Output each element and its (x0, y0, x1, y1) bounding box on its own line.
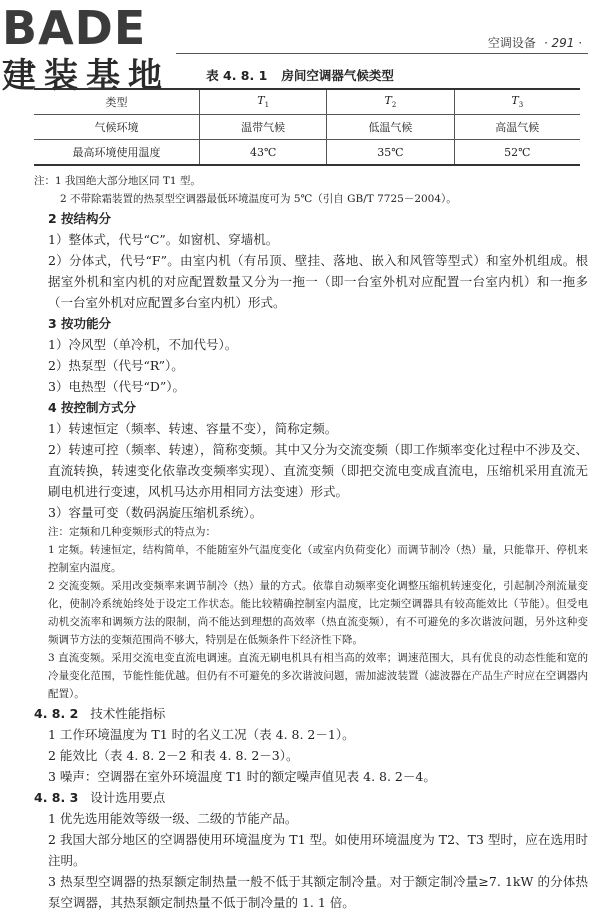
control-item: 2）转速可控（频率、转速），简称变频。其中又分为交流变频（即工作频率变化过程中不涉及交、直流转换，转速变化依靠改变频率实现）、直流变频（即把交流电变成直流电，压缩机采用直流无刷电机进行变速，风机马达亦用相同方法变速）形式。 (48, 442, 588, 499)
table-cell: 43℃ (200, 140, 327, 166)
section-number: 4. 8. 3 (34, 790, 79, 805)
logo-wordmark: BADE (2, 1, 147, 55)
table-number: 表 4. 8. 1 (206, 68, 268, 83)
section-item: 2 我国大部分地区的空调器使用环境温度为 T1 型。如使用环境温度为 T2、T3 型时，应在选用时注明。 (48, 832, 588, 868)
function-item: 1）冷风型（单冷机，不加代号）。 (48, 337, 238, 352)
header-section: 空调设备 (487, 36, 536, 50)
logo-subtitle: 建装基地 (2, 56, 170, 96)
section-item: 3 热泵型空调器的热泵额定制热量一般不低于其额定制冷量。对于额定制冷量≥7. 1kW 的分体热泵空调器，其热泵额定制热量不低于制冷量的 1. 1 倍。 (48, 874, 588, 910)
note-item: 3 直流变频。采用交流电变直流电调速。直流无刷电机具有相当高的效率；调速范围大，具有优良的动态性能和宽的冷量变化范围，节能性能优越。但仍有不可避免的多次谐波问题，需加滤波装置（滤波器在产品生产时应在空调器内配置）。 (48, 652, 588, 700)
note-item: 1 我国绝大部分地区同 T1 型。 (55, 175, 201, 187)
table-cell: 高温气候 (454, 115, 580, 140)
running-header (488, 34, 582, 51)
table-header-type: $T_1$ (200, 89, 327, 115)
section-4-8-2-heading (34, 703, 588, 724)
row-label: 最高环境使用温度 (34, 140, 200, 166)
table-header-type: $T_2$ (327, 89, 454, 115)
structure-item: 1）整体式，代号“C”。如窗机、穿墙机。 (48, 232, 279, 247)
table-cell: 温带气候 (200, 115, 327, 140)
function-item: 3）电热型（代号“D”）。 (48, 379, 186, 394)
control-notes (34, 523, 588, 703)
heading-structure: 2 按结构分 (48, 211, 112, 226)
heading-control: 4 按控制方式分 (48, 400, 137, 415)
section-title: 设计选用要点 (90, 790, 166, 805)
note-item: 2 不带除霜装置的热泵型空调器最低环境温度可为 5℃（引自 GB/T 7725－2004）。 (60, 193, 457, 205)
note-label: 注： (34, 175, 55, 187)
note-item: 2 交流变频。采用改变频率来调节制冷（热）量的方式。依靠自动频率变化调整压缩机转速变化，引起制冷剂流量变化，使制冷系统始终处于设定工作状态。能比较精确控制室内温度，比定频空调器具有较高能效比（节能）。但受电动机交流率和调频方法的限制，尚不能达到理想的高效率（热直流变频），有不可避免的多次谐波问题，另外这种变频调节方法的变频范围尚不够大，特别是在低频条件下经济性下降。 (48, 580, 588, 646)
section-item: 2 能效比（表 4. 8. 2－2 和表 4. 8. 2－3）。 (48, 748, 299, 763)
note-intro: 注：定频和几种变频形式的特点为： (48, 526, 216, 538)
section-item: 3 噪声：空调器在室外环境温度 T1 时的额定噪声值见表 4. 8. 2－4。 (48, 769, 436, 784)
section-item: 1 优先选用能效等级一级、二级的节能产品。 (48, 811, 298, 826)
table-title: 房间空调器气候类型 (281, 68, 394, 83)
table-caption (0, 66, 600, 84)
bade-logo (0, 0, 175, 100)
section-title: 技术性能指标 (90, 706, 166, 721)
section-item: 1 工作环境温度为 T1 时的名义工况（表 4. 8. 2－1）。 (48, 727, 355, 742)
table-cell: 低温气候 (327, 115, 454, 140)
control-item: 3）容量可变（数码涡旋压缩机系统）。 (48, 505, 263, 520)
control-item: 1）转速恒定（频率、转速、容量不变），简称定频。 (48, 421, 338, 436)
page-number: · 291 · (543, 36, 582, 50)
row-label: 气候环境 (34, 115, 200, 140)
climate-type-table (34, 88, 580, 166)
page-body (34, 172, 588, 913)
table-header-row (34, 89, 580, 115)
table-notes (34, 172, 588, 208)
table-header-label: 类型 (34, 89, 200, 115)
table-cell: 52℃ (454, 140, 580, 166)
function-item: 2）热泵型（代号“R”）。 (48, 358, 184, 373)
table-row (34, 140, 580, 166)
table-cell: 35℃ (327, 140, 454, 166)
heading-function: 3 按功能分 (48, 316, 112, 331)
header-rule (176, 53, 588, 54)
section-4-8-3-heading (34, 787, 588, 808)
note-item: 1 定频。转速恒定，结构简单，不能随室外气温度变化（或室内负荷变化）而调节制冷（热）量，只能靠开、停机来控制室内温度。 (48, 544, 588, 574)
table-row (34, 115, 580, 140)
table-header-type: $T_3$ (454, 89, 580, 115)
section-number: 4. 8. 2 (34, 706, 79, 721)
structure-item: 2）分体式，代号“F”。由室内机（有吊顶、壁挂、落地、嵌入和风管等型式）和室外机组成。根据室外机和室内机的对应配置数量又分为一拖一（即一台室外机对应配置一台室内机）和一拖多（一台室外机对应配置多台室内机）形式。 (48, 253, 588, 310)
